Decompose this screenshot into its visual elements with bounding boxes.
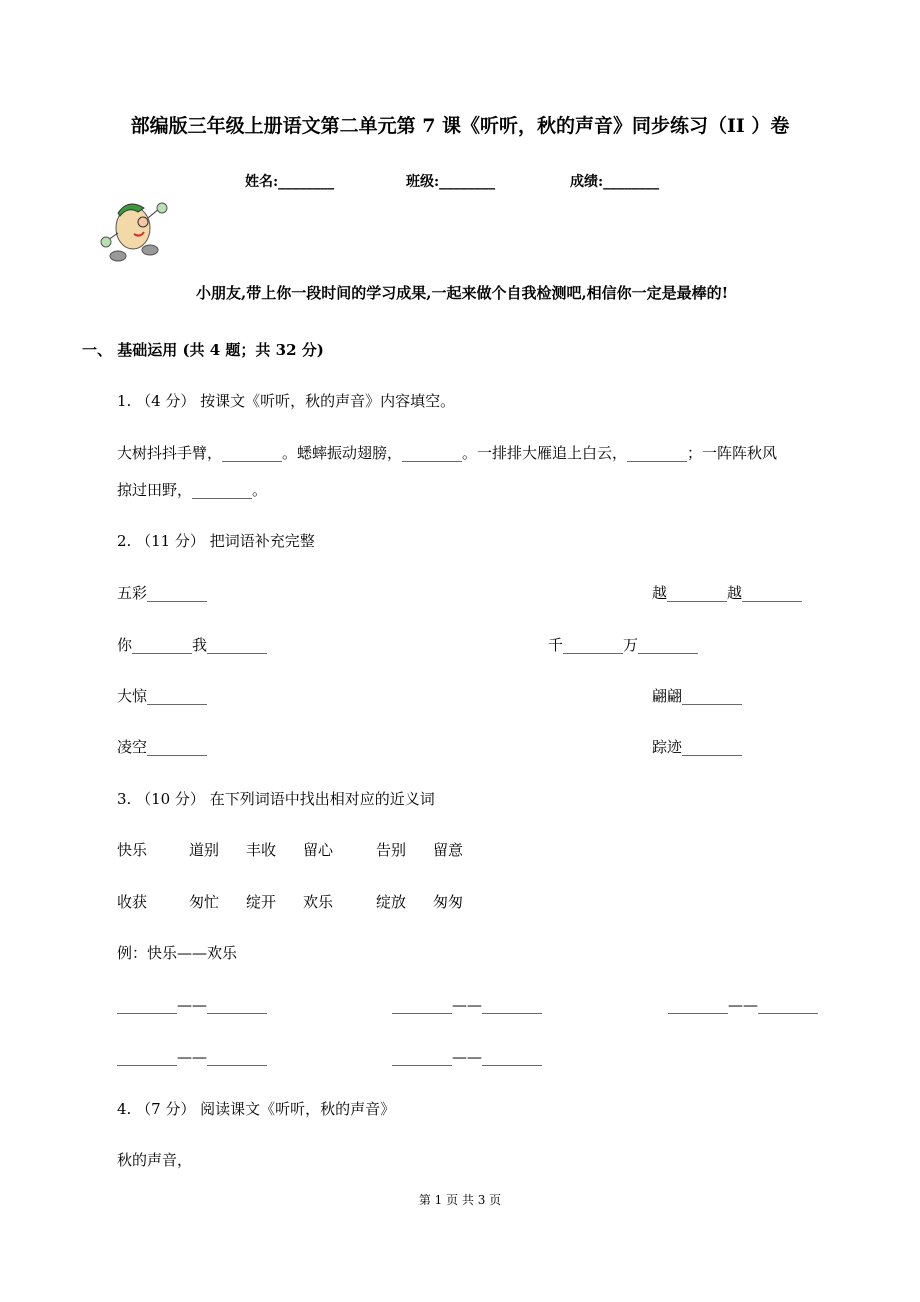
word: 匆忙 [189, 893, 220, 911]
synonym-blank: ________——________ [392, 1048, 542, 1066]
class-field: 班级:________ [406, 174, 496, 190]
word-blank: 凌空________ [117, 738, 208, 756]
word-blank: 大惊________ [117, 687, 208, 705]
word-blank: 踪迹________ [652, 738, 743, 756]
word: 绽放 [376, 893, 407, 911]
question-4-stem: 4. （7 分） 阅读课文《听听，秋的声音》 [117, 1100, 396, 1118]
page-title: 部编版三年级上册语文第二单元第 7 课《听听，秋的声音》同步练习（II ）卷 [130, 115, 790, 137]
synonym-blank: ________——________ [117, 1048, 267, 1066]
word: 快乐 [117, 841, 148, 859]
name-field: 姓名:________ [245, 174, 335, 190]
word: 留心 [303, 841, 334, 859]
example-text: 例：快乐——欢乐 [117, 944, 238, 962]
question-1-line: 大树抖抖手臂，________。蟋蟀振动翅膀，________。一排排大雁追上白云，________；一阵阵秋风 [117, 444, 778, 462]
word-blank: 五彩________ [117, 584, 208, 602]
synonym-blank: ________——________ [117, 996, 267, 1014]
page-footer: 第 1 页 共 3 页 [418, 1193, 502, 1207]
word: 绽开 [246, 893, 277, 911]
question-1-stem: 1. （4 分） 按课文《听听，秋的声音》内容填空。 [117, 392, 456, 410]
word: 告别 [376, 841, 407, 859]
score-field: 成绩:________ [570, 174, 660, 190]
word-blank: 千________万________ [548, 636, 699, 654]
greeting-text: 小朋友,带上你一段时间的学习成果,一起来做个自我检测吧,相信你一定是最棒的! [196, 284, 729, 302]
word: 丰收 [246, 841, 277, 859]
question-3-stem: 3. （10 分） 在下列词语中找出相对应的近义词 [117, 790, 435, 808]
word: 欢乐 [303, 893, 334, 911]
question-1-line: 掠过田野，________。 [117, 481, 268, 499]
question-2-stem: 2. （11 分） 把词语补充完整 [117, 532, 315, 550]
word: 道别 [189, 841, 220, 859]
word: 收获 [117, 893, 148, 911]
word: 匆匆 [433, 893, 464, 911]
word-blank: 你________我________ [117, 636, 268, 654]
word: 留意 [433, 841, 464, 859]
question-4-line: 秋的声音， [117, 1151, 193, 1169]
mascot-illustration [98, 198, 182, 262]
synonym-blank: ________——________ [392, 996, 542, 1014]
section-heading: 一、 基础运用 (共 4 题；共 32 分) [82, 341, 324, 359]
word-blank: 翩翩________ [652, 687, 743, 705]
word-blank: 越________越________ [652, 584, 803, 602]
synonym-blank: ________——________ [668, 996, 818, 1014]
